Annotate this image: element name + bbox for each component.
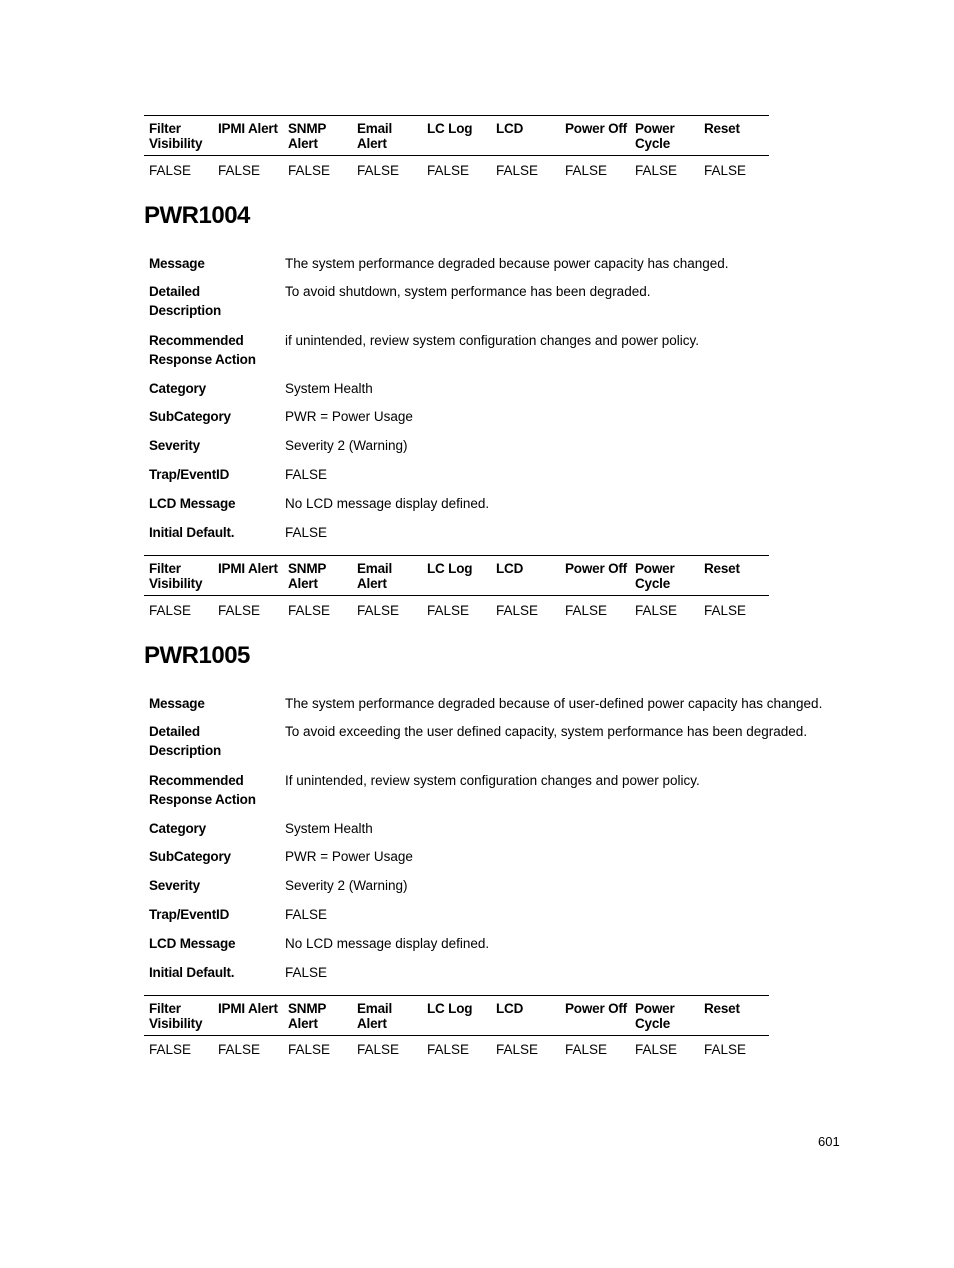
header-power-off: Power Off [565,561,627,576]
table-cell: FALSE [427,163,470,178]
header-reset: Reset [704,561,740,576]
row-value-detailed-description: To avoid exceeding the user defined capacity, system performance has been degraded. [285,724,808,739]
row-label-message: Message [149,696,205,711]
table-header-rule [144,595,769,596]
header-lcd: LCD [496,1001,524,1016]
row-value-recommended-action: if unintended, review system configuration changes and power policy. [285,333,699,348]
header-lc-log: LC Log [427,561,473,576]
table-cell: FALSE [288,603,331,618]
header-reset: Reset [704,121,740,136]
table-cell: FALSE [496,603,539,618]
table-cell: FALSE [635,603,678,618]
table-cell: FALSE [635,1042,678,1057]
header-ipmi-alert: IPMI Alert [218,1001,278,1016]
header-ipmi-alert: IPMI Alert [218,561,278,576]
table-cell: FALSE [218,163,261,178]
row-label-lcd-message: LCD Message [149,496,236,511]
table-top-rule [144,555,769,556]
row-value-subcategory: PWR = Power Usage [285,409,413,424]
table-cell: FALSE [149,163,192,178]
row-value-category: System Health [285,381,373,396]
row-value-severity: Severity 2 (Warning) [285,438,408,453]
header-lc-log: LC Log [427,121,473,136]
header-snmp-alert: SNMP Alert [288,121,327,151]
row-label-trap-eventid: Trap/EventID [149,467,230,482]
section-title: PWR1004 [144,202,250,229]
row-label-trap-eventid: Trap/EventID [149,907,230,922]
table-cell: FALSE [218,603,261,618]
table-top-rule [144,995,769,996]
header-power-off: Power Off [565,121,627,136]
table-cell: FALSE [357,1042,400,1057]
page-number: 601 [818,1134,840,1149]
row-value-message: The system performance degraded because power capacity has changed. [285,256,729,271]
row-value-recommended-action: If unintended, review system configuration changes and power policy. [285,773,700,788]
row-label-severity: Severity [149,878,200,893]
table-cell: FALSE [635,163,678,178]
table-cell: FALSE [496,163,539,178]
header-lcd: LCD [496,121,524,136]
header-email-alert: Email Alert [357,121,393,151]
row-label-category: Category [149,821,206,836]
row-label-lcd-message: LCD Message [149,936,236,951]
row-value-category: System Health [285,821,373,836]
row-value-severity: Severity 2 (Warning) [285,878,408,893]
header-filter-visibility: Filter Visibility [149,121,203,151]
section-title: PWR1005 [144,642,250,669]
row-label-detailed-description: Detailed Description [149,284,222,318]
table-cell: FALSE [218,1042,261,1057]
table-cell: FALSE [565,1042,608,1057]
row-label-recommended-action: Recommended Response Action [149,333,256,367]
header-email-alert: Email Alert [357,561,393,591]
row-label-severity: Severity [149,438,200,453]
row-value-initial-default: FALSE [285,965,328,980]
header-ipmi-alert: IPMI Alert [218,121,278,136]
row-value-detailed-description: To avoid shutdown, system performance has been degraded. [285,284,651,299]
header-power-cycle: Power Cycle [635,561,675,591]
row-label-initial-default: Initial Default. [149,525,235,540]
row-label-initial-default: Initial Default. [149,965,235,980]
table-cell: FALSE [357,603,400,618]
table-cell: FALSE [704,1042,747,1057]
header-snmp-alert: SNMP Alert [288,561,327,591]
row-value-subcategory: PWR = Power Usage [285,849,413,864]
table-cell: FALSE [704,603,747,618]
row-value-trap-eventid: FALSE [285,467,328,482]
header-lc-log: LC Log [427,1001,473,1016]
header-power-cycle: Power Cycle [635,121,675,151]
table-cell: FALSE [427,603,470,618]
header-power-off: Power Off [565,1001,627,1016]
table-header-rule [144,155,769,156]
header-filter-visibility: Filter Visibility [149,1001,203,1031]
row-label-subcategory: SubCategory [149,849,231,864]
table-cell: FALSE [288,163,331,178]
row-value-trap-eventid: FALSE [285,907,328,922]
row-value-lcd-message: No LCD message display defined. [285,496,490,511]
row-value-lcd-message: No LCD message display defined. [285,936,490,951]
header-reset: Reset [704,1001,740,1016]
header-snmp-alert: SNMP Alert [288,1001,327,1031]
row-value-message: The system performance degraded because of user-defined power capacity has changed. [285,696,823,711]
header-email-alert: Email Alert [357,1001,393,1031]
table-top-rule [144,115,769,116]
row-label-recommended-action: Recommended Response Action [149,773,256,807]
row-label-category: Category [149,381,206,396]
row-value-initial-default: FALSE [285,525,328,540]
table-cell: FALSE [427,1042,470,1057]
row-label-subcategory: SubCategory [149,409,231,424]
table-cell: FALSE [149,603,192,618]
table-cell: FALSE [704,163,747,178]
table-cell: FALSE [357,163,400,178]
header-filter-visibility: Filter Visibility [149,561,203,591]
table-cell: FALSE [565,163,608,178]
table-cell: FALSE [565,603,608,618]
table-cell: FALSE [496,1042,539,1057]
row-label-detailed-description: Detailed Description [149,724,222,758]
header-lcd: LCD [496,561,524,576]
header-power-cycle: Power Cycle [635,1001,675,1031]
table-header-rule [144,1035,769,1036]
table-cell: FALSE [149,1042,192,1057]
table-cell: FALSE [288,1042,331,1057]
row-label-message: Message [149,256,205,271]
